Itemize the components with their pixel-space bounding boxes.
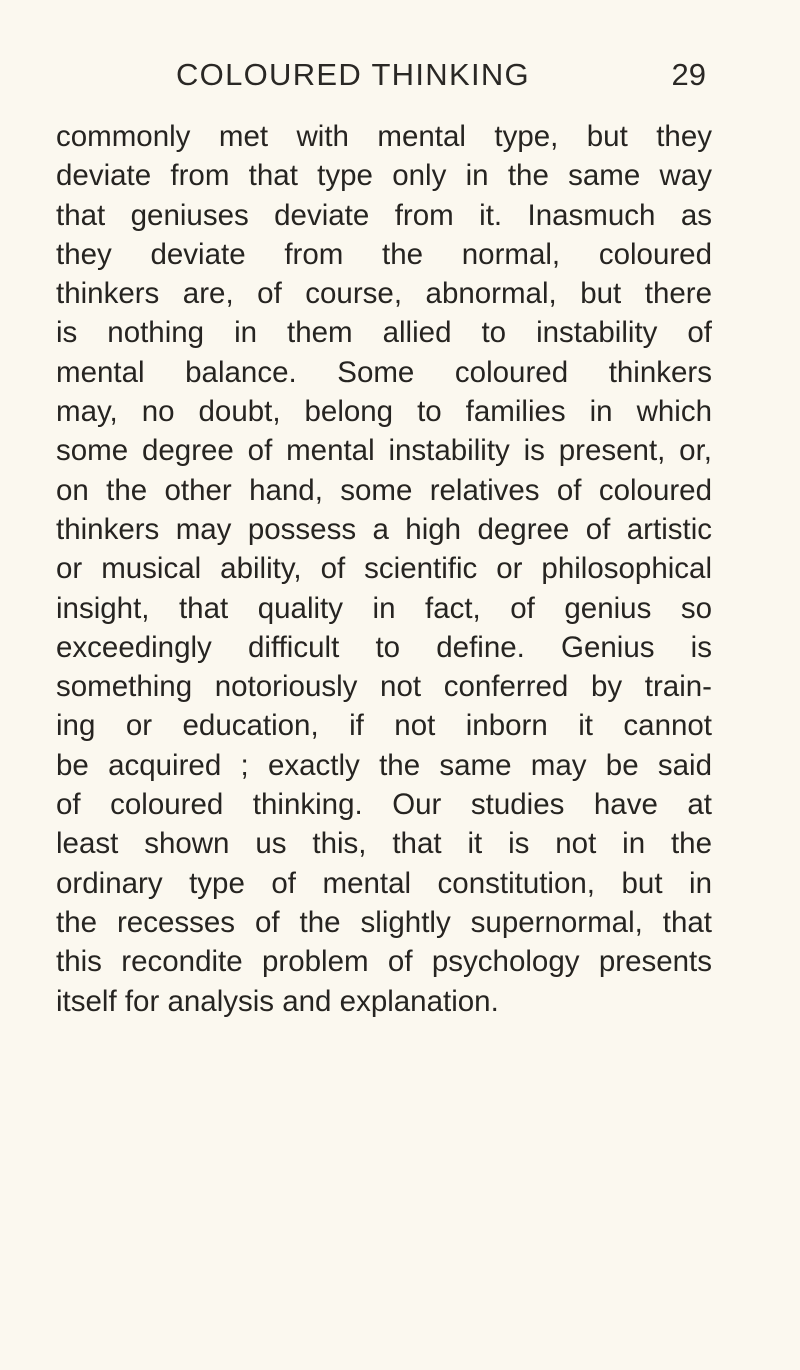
- text-line-1: commonly met with mental type, but they: [56, 120, 712, 153]
- page-number: 29: [671, 57, 706, 92]
- text-line-17: be acquired ; exactly the same may be said: [56, 748, 712, 782]
- text-line-15: something notoriously not conferred by train-: [56, 670, 712, 704]
- text-line-9: some degree of mental instability is present, or,: [56, 434, 712, 468]
- text-line-13: insight, that quality in fact, of genius so: [56, 591, 712, 625]
- text-line-5: thinkers are, of course, abnormal, but there: [56, 277, 712, 311]
- text-line-16: ing or education, if not inborn it cannot: [56, 709, 712, 743]
- text-line-20: ordinary type of mental constitution, but in: [56, 866, 712, 900]
- text-line-2: deviate from that type only in the same way: [56, 159, 712, 193]
- text-line-21: the recesses of the slightly supernormal, that: [56, 905, 712, 939]
- text-line-11: thinkers may possess a high degree of artistic: [56, 512, 712, 546]
- text-line-18: of coloured thinking. Our studies have at: [56, 788, 712, 822]
- text-line-7: mental balance. Some coloured thinkers: [56, 355, 712, 389]
- text-line-4: they deviate from the normal, coloured: [56, 237, 712, 271]
- text-line-3: that geniuses deviate from it. Inasmuch as: [56, 198, 712, 232]
- running-head: COLOURED THINKING: [176, 57, 530, 92]
- text-line-6: is nothing in them allied to instability of: [56, 316, 712, 350]
- text-line-12: or musical ability, of scientific or philosophical: [56, 552, 712, 586]
- text-line-19: least shown us this, that it is not in the: [56, 827, 712, 861]
- text-line-10: on the other hand, some relatives of coloured: [56, 473, 712, 507]
- text-line-23: itself for analysis and explanation.: [56, 984, 499, 1018]
- text-line-8: may, no doubt, belong to families in which: [56, 395, 712, 429]
- text-line-22: this recondite problem of psychology presents: [56, 945, 712, 979]
- body-text: [56, 117, 712, 1021]
- text-line-14: exceedingly difficult to define. Genius is: [56, 630, 712, 664]
